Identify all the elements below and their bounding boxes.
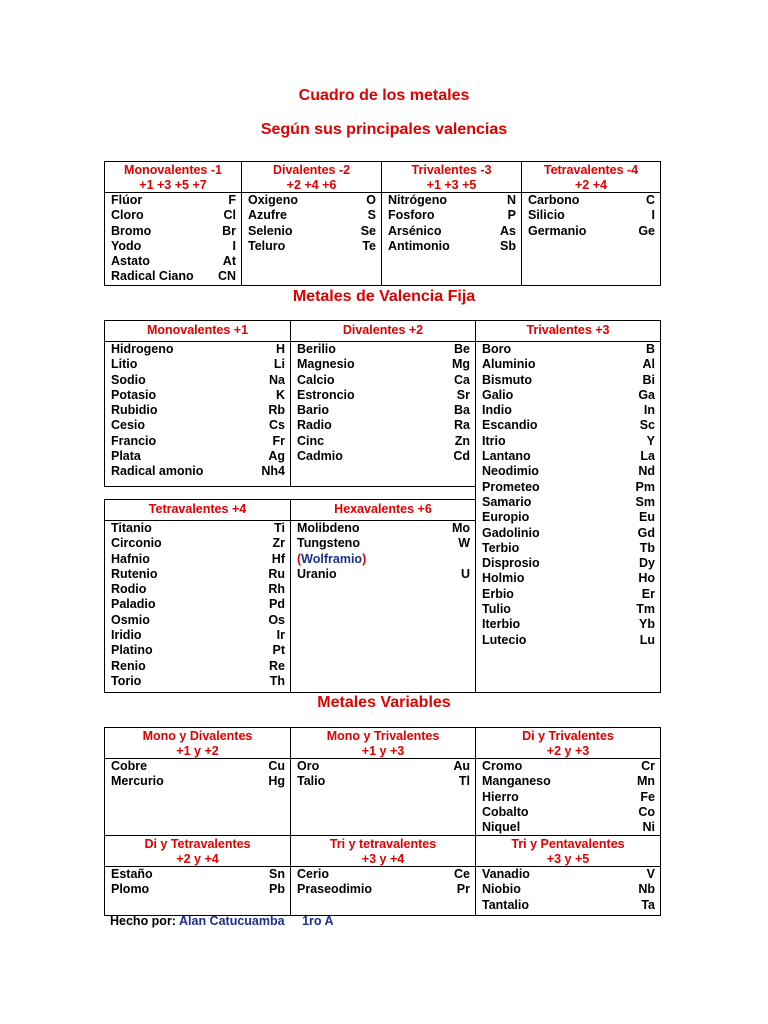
header-title: Divalentes -2 [272, 163, 351, 177]
column-monovalentes [105, 321, 291, 486]
list-item: Cloro Cl [111, 208, 236, 223]
list-item: Oxigeno O [248, 193, 376, 207]
list-item: Radio Ra [297, 418, 470, 433]
list-item: Tungsteno W [297, 536, 470, 551]
list-item: Cerio Ce [297, 867, 470, 881]
list-item: Paladio Pd [111, 597, 285, 612]
element-list [522, 193, 660, 239]
header-valences: +2 +4 +6 [286, 178, 337, 192]
list-item: Erbio Er [482, 586, 655, 601]
list-item: Teluro Te [248, 238, 376, 253]
list-item: Praseodimio Pr [297, 882, 470, 897]
column-tetravalentes-neg [522, 162, 660, 285]
list-item: Mercurio Hg [111, 774, 285, 789]
page-title: Cuadro de los metales [298, 87, 470, 104]
list-item: Rutenio Ru [111, 566, 285, 581]
list-item: Hafnio Hf [111, 551, 285, 566]
list-item: Prometeo Pm [482, 479, 655, 494]
column-header [291, 500, 475, 521]
list-item: Hidrogeno H [111, 342, 285, 356]
list-item: Cromo Cr [482, 759, 655, 773]
list-item: Flúor F [111, 193, 236, 207]
list-item: Radical amonio Nh4 [111, 464, 285, 479]
list-item [297, 552, 470, 567]
element-list [242, 193, 381, 254]
column-mono-di [105, 728, 291, 835]
list-item: Tulio Tm [482, 602, 655, 617]
element-list [291, 867, 475, 898]
header-title: Tetravalentes -4 [543, 163, 639, 177]
header-valences: +3 y +4 [361, 852, 405, 866]
trivalentes-table [475, 320, 661, 693]
list-item: Plomo Pb [111, 882, 285, 897]
page-subtitle: Según sus principales valencias [260, 121, 508, 138]
list-item: Cinc Zn [297, 433, 470, 448]
list-item: Lutecio Lu [482, 632, 655, 647]
column-header [105, 836, 290, 867]
list-item: Litio Li [111, 357, 285, 372]
element-list [476, 342, 660, 648]
wolframio-note: (Wolframio) [297, 551, 367, 566]
list-item: Aluminio Al [482, 357, 655, 372]
list-item: Germanio Ge [528, 223, 655, 238]
header-title: Trivalentes -3 [411, 163, 492, 177]
list-item: Boro B [482, 342, 655, 356]
variable-band-bottom [105, 836, 660, 915]
footer-author: Alan Catucuamba [179, 914, 285, 928]
column-monovalentes-neg [105, 162, 242, 285]
list-item: Torio Th [111, 673, 285, 688]
list-item: Oro Au [297, 759, 470, 773]
variable-band-top [105, 728, 660, 836]
footer-label: Hecho por: [110, 914, 176, 928]
list-item: Platino Pt [111, 643, 285, 658]
list-item: Sodio Na [111, 372, 285, 387]
column-header [476, 836, 660, 867]
list-item: Cesio Cs [111, 418, 285, 433]
header-title: Tetravalentes +4 [148, 502, 247, 516]
nonmetal-valence-table [104, 161, 661, 286]
list-item: Silicio I [528, 208, 655, 223]
list-item: Rubidio Rb [111, 403, 285, 418]
column-hexavalentes [291, 500, 475, 692]
header-title: Hexavalentes +6 [334, 502, 432, 516]
header-title: Trivalentes +3 [526, 323, 610, 337]
list-item: Holmio Ho [482, 571, 655, 586]
list-item: Tantalio Ta [482, 897, 655, 912]
column-header [291, 321, 475, 342]
column-di-tetra [105, 836, 291, 915]
column-divalentes [291, 321, 475, 486]
section-title-valencia-fija: Metales de Valencia Fija [292, 288, 476, 305]
list-item: Berilio Be [297, 342, 470, 356]
column-tetravalentes [105, 500, 291, 692]
section-title-variables: Metales Variables [317, 694, 451, 711]
list-item: Talio Tl [297, 774, 470, 789]
list-item: Molibdeno Mo [297, 521, 470, 535]
header-title: Mono y Divalentes [142, 729, 253, 743]
list-item: Gadolinio Gd [482, 525, 655, 540]
element-list [291, 759, 475, 790]
list-item: Escandio Sc [482, 418, 655, 433]
header-title: Tri y Pentavalentes [511, 837, 625, 851]
list-item: Manganeso Mn [482, 774, 655, 789]
element-list [476, 867, 660, 913]
column-header [522, 162, 660, 193]
list-item: Estroncio Sr [297, 387, 470, 402]
element-list [291, 521, 475, 582]
list-item: Europio Eu [482, 510, 655, 525]
list-item: Niquel Ni [482, 820, 655, 835]
element-list [105, 867, 290, 898]
header-title: Di y Tetravalentes [144, 837, 251, 851]
header-valences: +1 +3 +5 [426, 178, 477, 192]
list-item: Nitrógeno N [388, 193, 516, 207]
list-item: Cadmio Cd [297, 449, 470, 464]
column-header [105, 728, 290, 759]
fixed-valence-table-top [104, 320, 476, 487]
list-item: Potasio K [111, 387, 285, 402]
element-list [476, 759, 660, 835]
fixed-valence-table-bottom [104, 499, 476, 693]
list-item: Niobio Nb [482, 882, 655, 897]
header-valences: +1 +3 +5 +7 [139, 178, 207, 192]
list-item: Radical Ciano CN [111, 269, 236, 284]
column-header [291, 728, 475, 759]
list-item: Arsénico As [388, 223, 516, 238]
list-item: Yodo I [111, 238, 236, 253]
header-title: Mono y Trivalentes [326, 729, 440, 743]
header-valences: +2 y +4 [176, 852, 219, 866]
list-item: Hierro Fe [482, 789, 655, 804]
list-item: Osmio Os [111, 612, 285, 627]
list-item: Cobre Cu [111, 759, 285, 773]
column-header [242, 162, 381, 193]
element-list [105, 521, 290, 689]
list-item: Calcio Ca [297, 372, 470, 387]
list-item: Astato At [111, 254, 236, 269]
header-title: Divalentes +2 [342, 323, 424, 337]
column-divalentes-neg [242, 162, 382, 285]
column-header [105, 162, 241, 193]
column-di-tri [476, 728, 660, 835]
column-header [382, 162, 521, 193]
header-title: Tri y tetravalentes [329, 837, 437, 851]
list-item: Azufre S [248, 208, 376, 223]
list-item: Fosforo P [388, 208, 516, 223]
column-header [105, 321, 290, 342]
list-item: Renio Re [111, 658, 285, 673]
list-item: Titanio Ti [111, 521, 285, 535]
element-list [105, 759, 290, 790]
list-item: Bario Ba [297, 403, 470, 418]
column-header [476, 728, 660, 759]
element-list [382, 193, 521, 254]
list-item: Bismuto Bi [482, 372, 655, 387]
header-valences: +1 y +3 [361, 744, 405, 758]
element-list [105, 342, 290, 480]
list-item: Cobalto Co [482, 804, 655, 819]
list-item: Bromo Br [111, 223, 236, 238]
column-trivalentes-neg [382, 162, 522, 285]
variable-valence-table [104, 727, 661, 916]
list-item: Plata Ag [111, 449, 285, 464]
list-item: Selenio Se [248, 223, 376, 238]
list-item: Indio In [482, 403, 655, 418]
header-title: Di y Trivalentes [522, 729, 614, 743]
list-item: Lantano La [482, 449, 655, 464]
element-list [105, 193, 241, 285]
footer-credit [110, 914, 334, 928]
header-valences: +2 +4 [575, 178, 607, 192]
header-valences: +3 y +5 [546, 852, 590, 866]
column-mono-tri [291, 728, 476, 835]
list-item: Magnesio Mg [297, 357, 470, 372]
list-item: Rodio Rh [111, 582, 285, 597]
list-item: Estaño Sn [111, 867, 285, 881]
list-item: Neodimio Nd [482, 464, 655, 479]
list-item: Francio Fr [111, 433, 285, 448]
list-item: Vanadio V [482, 867, 655, 881]
header-valences: +2 y +3 [546, 744, 590, 758]
footer-group: 1ro A [302, 914, 334, 928]
list-item: Antimonio Sb [388, 238, 516, 253]
list-item: Itrio Y [482, 433, 655, 448]
list-item: Carbono C [528, 193, 655, 207]
header-title: Monovalentes -1 [124, 163, 222, 177]
list-item: Terbio Tb [482, 540, 655, 555]
list-item: Iterbio Yb [482, 617, 655, 632]
element-list [291, 342, 475, 464]
column-tri-tetra [291, 836, 476, 915]
column-header [105, 500, 290, 521]
header-valences: +1 y +2 [176, 744, 219, 758]
column-tri-penta [476, 836, 660, 915]
column-header [291, 836, 475, 867]
list-item: Iridio Ir [111, 628, 285, 643]
list-item: Uranio U [297, 566, 470, 581]
list-item: Samario Sm [482, 494, 655, 509]
list-item: Circonio Zr [111, 536, 285, 551]
header-title: Monovalentes +1 [146, 323, 249, 337]
list-item: Galio Ga [482, 387, 655, 402]
list-item: Disprosio Dy [482, 556, 655, 571]
column-header [476, 321, 660, 342]
